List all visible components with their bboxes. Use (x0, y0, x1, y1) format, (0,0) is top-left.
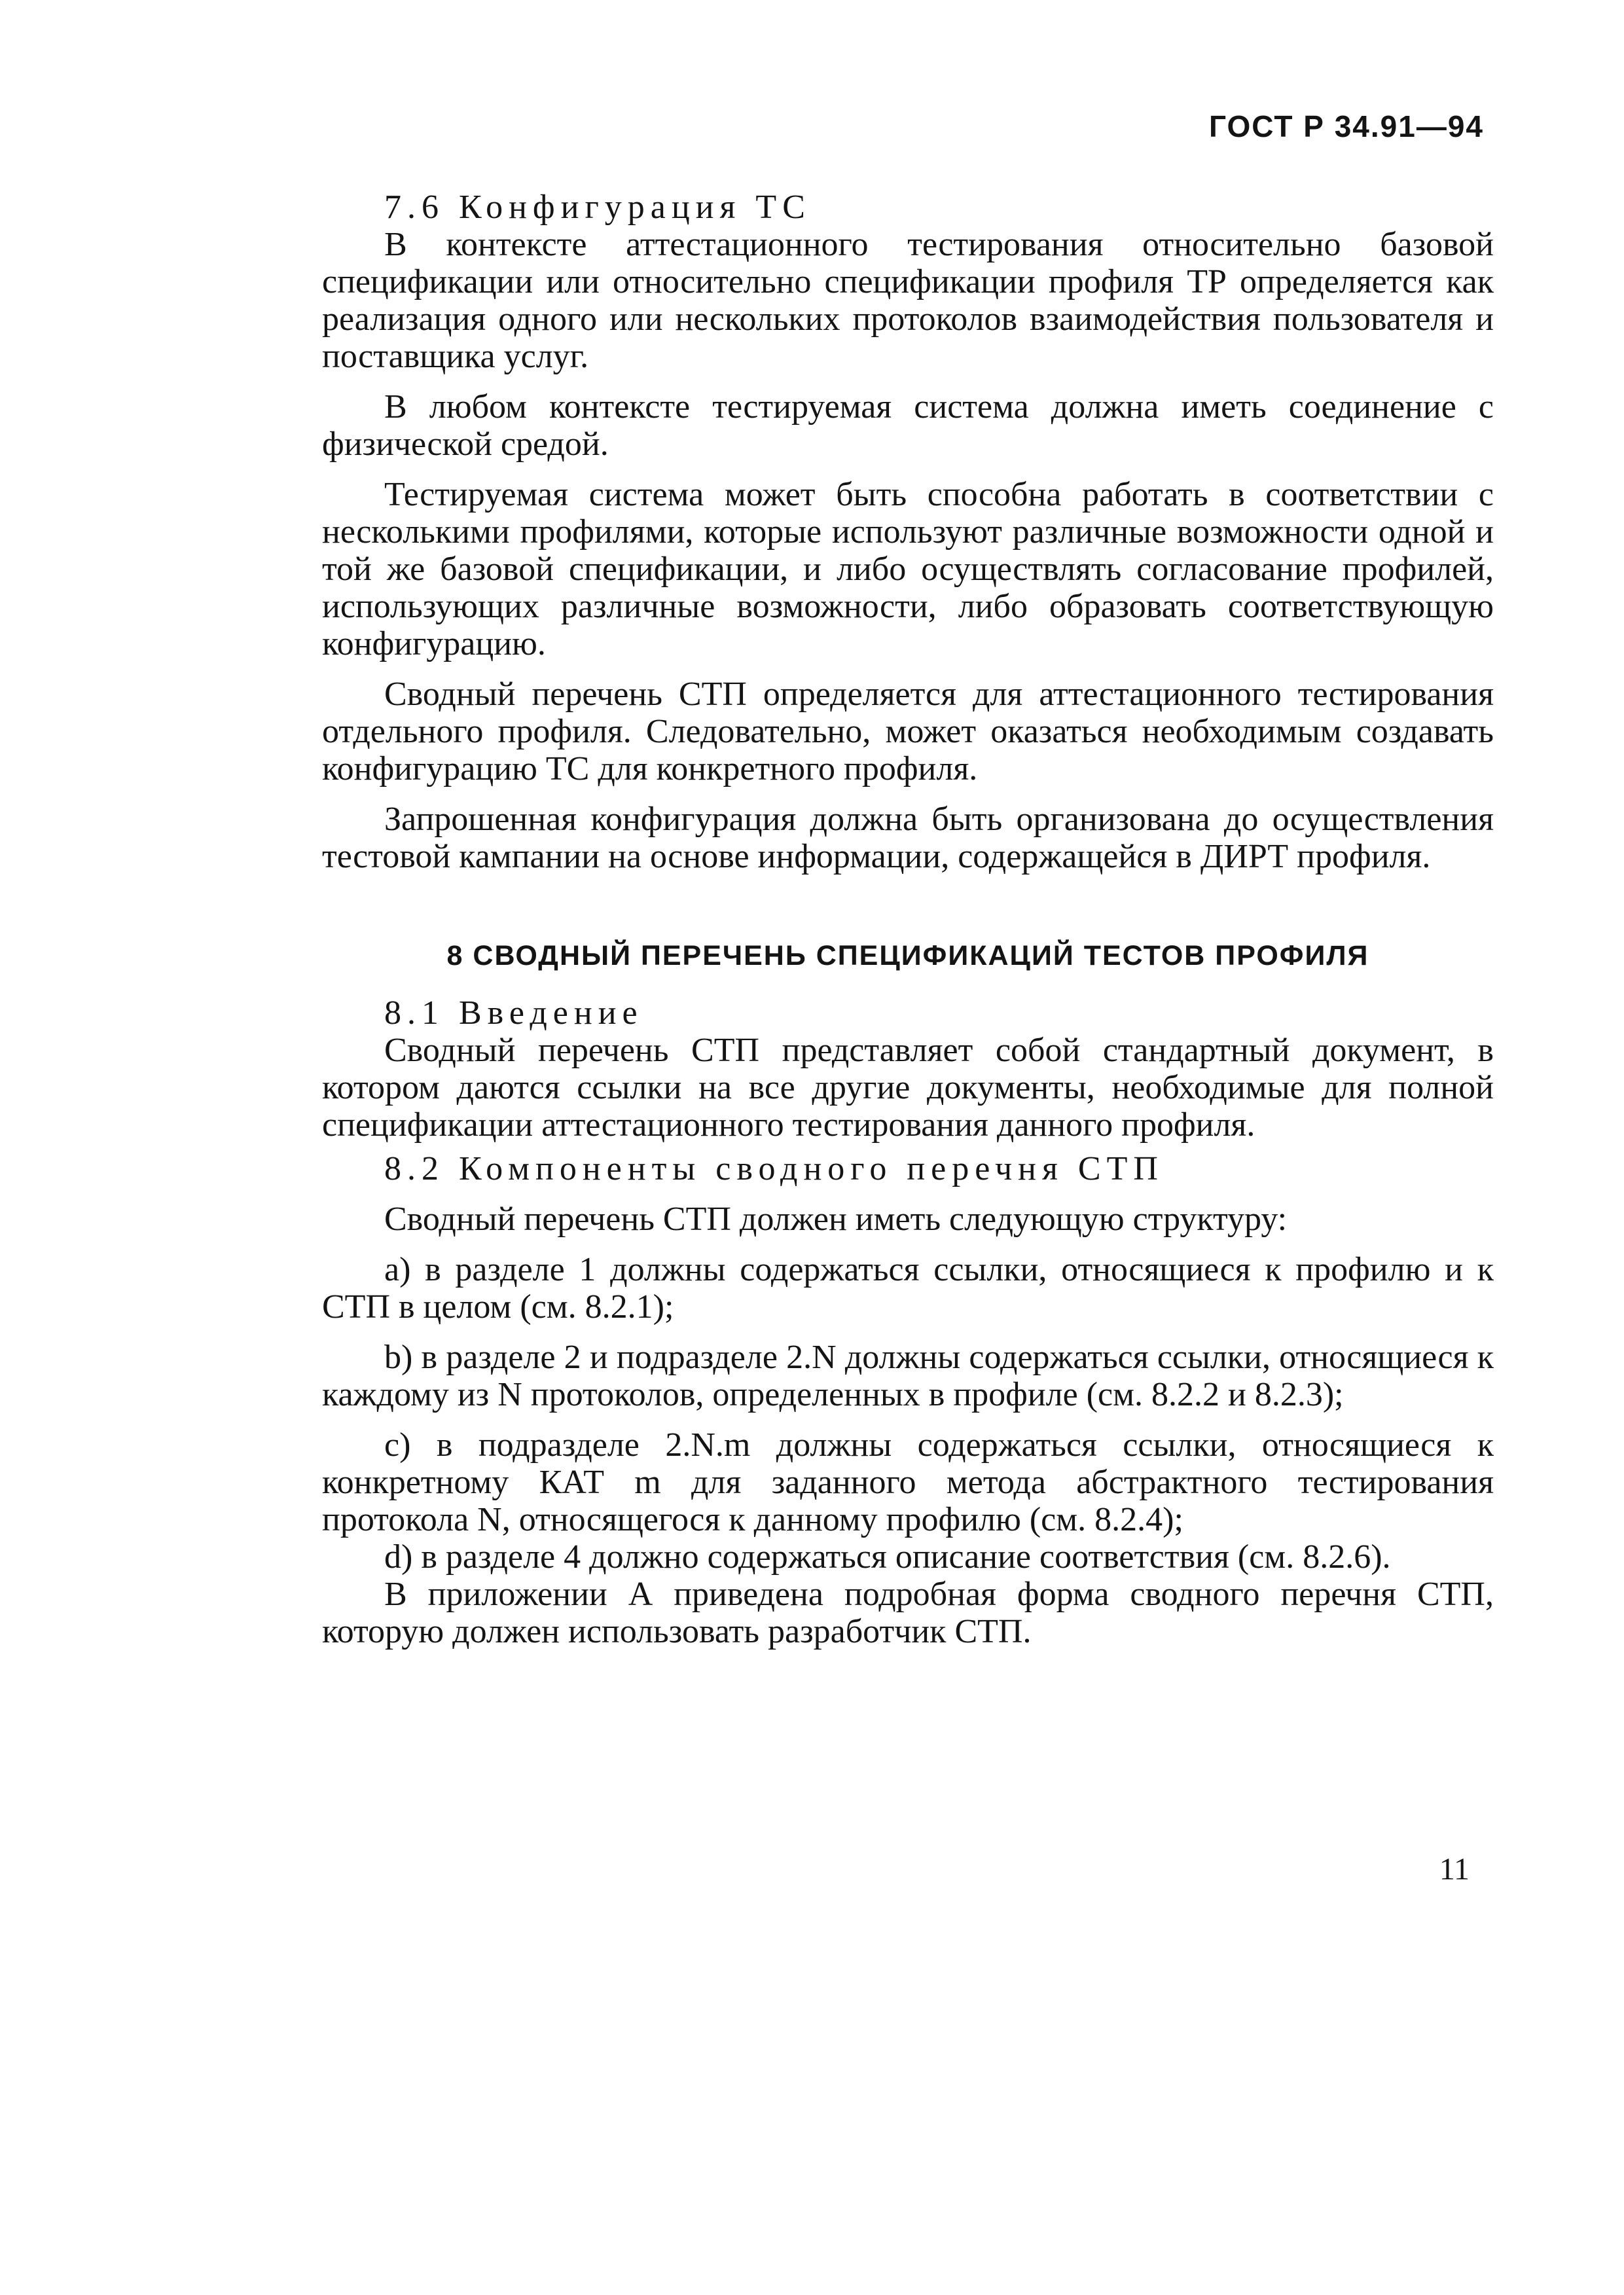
page-number: 11 (1439, 1852, 1470, 1887)
paragraph: В контексте аттестационного тестирования относительно базовой спецификации или относительно спецификации профиля ТР определяется как реализация одного или нескольких протоколов взаимодействия пользователя и поставщика услуг. (322, 226, 1494, 375)
list-item: d) в разделе 4 должно содержаться описание соответствия (см. 8.2.6). (384, 1538, 1391, 1576)
section-8-1-heading: 8.1 Введение (384, 994, 643, 1032)
section-7-6-heading: 7.6 Конфигурация ТС (384, 189, 811, 226)
paragraph: Сводный перечень СТП должен иметь следующую структуру: (384, 1201, 1288, 1238)
paragraph: Запрошенная конфигурация должна быть организована до осуществления тестовой кампании на основе информации, содержащейся в ДИРТ профиля. (322, 801, 1494, 875)
paragraph: Сводный перечень СТП представляет собой стандартный документ, в котором даются ссылки на все другие документы, необходимые для полной спецификации аттестационного тестирования данного профиля. (322, 1032, 1494, 1144)
paragraph: В любом контексте тестируемая система должна иметь соединение с физической средой. (322, 388, 1494, 463)
paragraph: Сводный перечень СТП определяется для аттестационного тестирования отдельного профиля. Следовательно, может оказаться необходимым создавать конфигурацию ТС для конкретного профиля. (322, 676, 1494, 787)
document-id-header: ГОСТ Р 34.91—94 (1209, 109, 1484, 143)
paragraph: Тестируемая система может быть способна работать в соответствии с несколькими профилями, которые используют различные возможности одной и той же базовой спецификации, и либо осуществлять согласование профилей, использующих различные возможности, либо образовать соответствующую конфигурацию. (322, 476, 1494, 662)
list-item: b) в разделе 2 и подразделе 2.N должны содержаться ссылки, относящиеся к каждому из N протоколов, определенных в профиле (см. 8.2.2 и 8.2.3); (322, 1339, 1494, 1413)
list-item: c) в подразделе 2.N.m должны содержаться ссылки, относящиеся к конкретному КАТ m для заданного метода абстрактного тестирования протокола N, относящегося к данному профилю (см. 8.2.4); (322, 1426, 1494, 1538)
paragraph: В приложении А приведена подробная форма сводного перечня СТП, которую должен использовать разработчик СТП. (322, 1576, 1494, 1650)
section-8-heading: 8 СВОДНЫЙ ПЕРЕЧЕНЬ СПЕЦИФИКАЦИЙ ТЕСТОВ ПРОФИЛЯ (446, 940, 1369, 971)
page-content (322, 182, 1494, 1650)
section-8-2-heading: 8.2 Компоненты сводного перечня СТП (384, 1150, 1164, 1187)
list-item: а) в разделе 1 должны содержаться ссылки, относящиеся к профилю и к СТП в целом (см. 8.2.1); (322, 1251, 1494, 1326)
